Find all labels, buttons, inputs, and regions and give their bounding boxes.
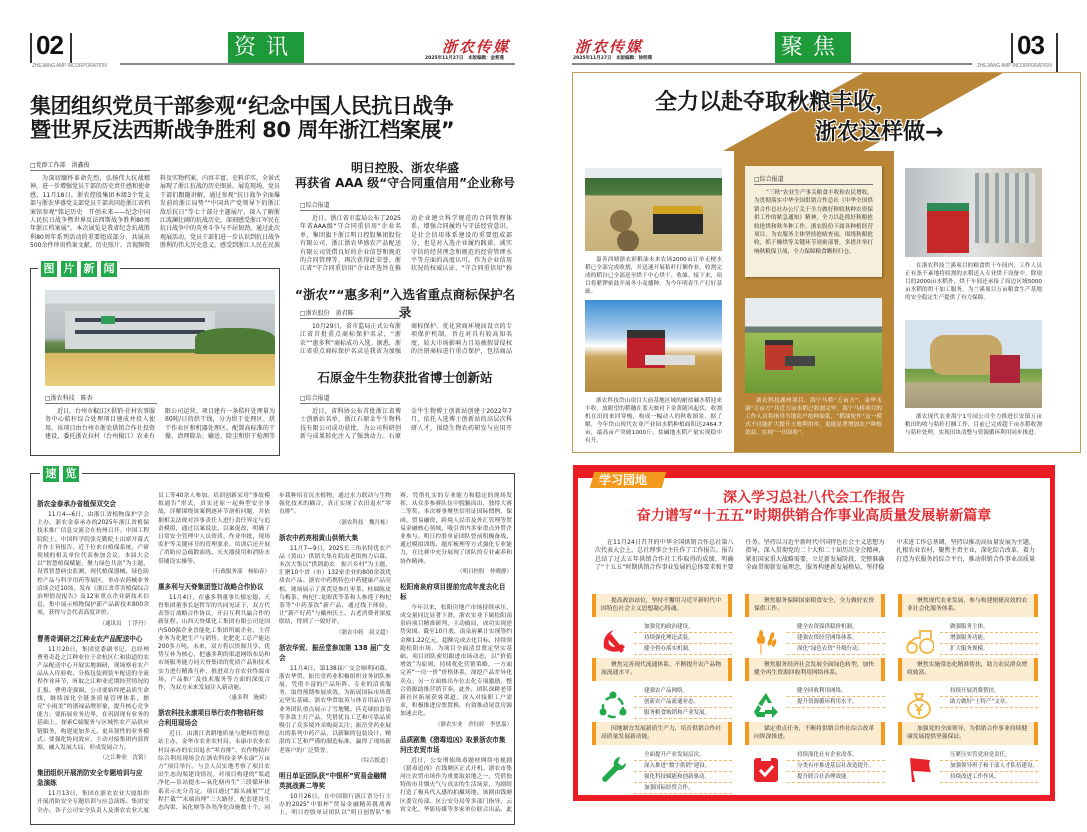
quick-news-body: 近日，由浙江省耕地质量与肥料管理总站主办，金华市农业农村局、永康市农业农村局承办的农田退水“零直排”、农作物秸秆综合利用现场会在浙农科技金华永康“万亩方”项目举行。与会人员实地考察了项目农田生态沟渠建设情况，对项目构建的“渠道净化—泵站提水—氧化塘再生”三段循环体系表示充分肯定。项目通过“源头减量”“过程拦截”“末端治理”三大路径，配套建设生态沟渠、氧化塘等各类净化设施数十个，同步栽种培育沉水植物，通过水力联动与生物强化技术的耦合，真正实现了农田退水“零直排”。 [158,493,391,812]
byline: □综合报道 [300,200,400,211]
study-point-item: 服务粮食购销和产业发展。 [634,708,732,719]
section-label-char: 闻 [101,261,117,277]
study-point-heading: 聚焦实施常态化精准帮扶，助力农民群众增收致富。 [898,658,1038,681]
photo-caption: 浙农科技湖州项目、海宁马桥“万亩方”、金华永康“万亩方”共近万亩水稻已收割完毕。海宁马桥项目的工作人员将指导当地农户抢种油菜，“稻油轮作”这一模式不仅能扩大提升土地利用率，更能显著增加农户种植效益，实现“一田双收”。 [745,398,882,436]
photo-caption: 在浙农科技兰溪项目的粮食烘干车间内，工作人员正有条不紊地将收割的水稻送入专业烘干设备中。除项目的2000亩水稻外，烘干车间还承接了周边区域5000亩水稻的烘干加工服务，为兰溪项目万亩粮食生产基地的安全稳定生产提供了有力保障。 [905,263,1042,301]
study-tag: 学习园地 [599,473,648,487]
headline-line: 明日控股、浙农华盛 [350,161,459,175]
quick-news-credit: （之江种业 沈铭） [99,755,149,762]
study-point-item: 健全农资保供稳价机制。 [787,622,885,633]
article2-headline [290,161,520,191]
study-point-item: 提升资源循环利用水平。 [787,697,885,708]
byline: □综合报道 [300,393,400,404]
study-grid-cell [592,722,732,791]
quick-news-title: 浙农科技永康项目举行农作物秸秆综合利用现场会 [158,709,264,728]
study-point-items [787,622,885,655]
quick-news-item [400,581,512,728]
quick-news-title: 明日单证团队获“中银杯”贸易金融精英挑战赛二等奖 [279,771,387,790]
page-number-bar [1011,33,1013,63]
quick-news-credit: （惠多利 施斌） [225,695,270,702]
study-point-heading: 提高政治站位，坚持不懈用习近平新时代中国特色社会主义思想凝心铸魂。 [592,594,732,617]
study-grid-cell [745,658,885,720]
byline: □浙农股份 黄君陈 [300,308,400,319]
page-number-bar [70,33,72,63]
photo-news-label [38,261,120,277]
headline-line: 深入学习总社八代会工作报告 [723,490,905,506]
study-point-items [787,686,885,708]
feature-intro: “三秋”农业生产事关粮食丰收和农民增收。为贯彻落实中华全国供销合作总社《中华全国供销合作总社办公厅关于全力做好秋收秋种农资保供工作的紧急通知》精神，全力以赴抓好秋粮抢收抢烘和秋冬种工作，浙农股份下属各种植经营项目，为农服务主体坚持抢晴查雨，围绕秋粮抢收，抓干燥烘等关键环节周密部署，多措并举打响秋粮保卫战，全力保障粮食颗粒归仓。 [754,190,873,255]
study-headline [578,489,1050,525]
study-point-item: 健全回收利用网络。 [787,686,885,697]
byline: □综合报道 [754,174,873,185]
byline: □浙农科技 陈杏 [45,393,157,404]
circulation-icon [598,690,628,720]
header-rule [572,63,972,65]
study-point-item: 加强国际经贸合作。 [634,783,732,794]
quick-news-title: 品质剧集《猎毒追凶》取景浙农市集河庄农贸市场 [400,735,506,754]
page-number-bar [30,33,32,63]
article3-headline: “浙农”“惠多利”入选省重点商标保护名录 [294,287,516,320]
headline-line: 奋力谱写“十五五”时期供销合作事业高质量发展崭新篇章 [636,508,992,524]
quick-news-body: 10月26日，在中国银行浙江省分行主办的2025“中银杯”贸易金融精英挑战赛上，明日控股单证团队以“明日创智队”参赛，凭借扎实的专业能力和稳定的现场发挥，从众多参赛队伍中脱颖而出，独得大赛二等奖。本次赛事聚焦信用证国际惯例、保函、贸易融资、跨境人民币及外汇管理等贸易金融核心领域，吸引省内多家重点外贸企业参与。明日控股单证团队曾前积极备战，通过模拟训练、题库梳理等方式强化专业能力，在比赛中充分展现了团队的专业素养和协作精神。 [279,493,512,817]
quick-news-title: 集团组织开展消防安全专题培训与应急演练 [37,769,143,788]
study-point-item: 分类有序推进基层社改造提升。 [787,761,885,772]
quick-news-body: 11月4日，第138届广交会顺利闭幕。浙农华贸、振岳堂药业积极组织业务团队参展，凭借丰富的产品矩阵、专业的洽谈服务，取得预期参展成效，为拓展国际市场奠定坚实基础。浙农华贸取英与体育用品自营业务团队重点展示了雪地靴、匹克球拍套装等多款主打产品，凭借优良工艺和可靠品质吸引了众多境外采购商关注；振岳堂药业展出的系列中药产品，以新颖的包装设计、精湛的工艺和严谨的制造标准，赢得了现场新老客户的广泛赞誉。 [279,665,391,754]
tractor-icon [904,626,934,656]
study-point-item: 健全督办落实机制。 [634,644,732,655]
section-tab: 聚焦 [775,32,851,63]
section-label-char: 速 [43,466,59,482]
date-editor: 2025年11月27日 本版编辑：徐明璞 [573,56,653,61]
article4 [300,393,512,446]
quick-news-credit: （通讯员 丁浮丹） [99,620,149,627]
money-bag-icon [904,690,934,720]
photo-news-article [45,393,275,446]
quick-news-item [158,581,270,701]
study-point-item: 提升联合社治理效能。 [787,772,885,783]
quick-news-body: 11月4—6日，由浙江省植物保护学会主办，浙农金泰承办的2025年浙江省植保技术推广信息交流会在杭州召开。中国工程院院士、中国科学院张克勤院士出席开幕式并作主旨报告，近千位来自植保系统、产研领域的相关单位代表参加会议。本届大会以“智慧植保赋能，聚力绿色共富”为主题，设置智慧病虫监测、现代植保器械、绿色防控产品与科学用药等展区，举办农药械业务洽谈会近10场，发布《浙江省草害植保综合治理情况报告》及12家重点企业新技术信息，集中展示植物保护新产品新技术800余项，获得与会代表高度评价。 [37,512,149,617]
study-grid-cell [745,594,885,656]
quick-news-credit: （浙农中药 叔文超） [335,629,391,636]
study-point-item: 压紧压实管党治党责任。 [940,750,1038,761]
study-point-items [634,750,732,794]
headline-line: 暨世界反法西斯战争胜利 80 周年浙江档案展” [30,118,455,142]
rice-harvest-photo [745,298,882,393]
study-point-heading: 加强党的全面领导，为供销合作事业持续健康发展提供坚强保证。 [898,722,1038,745]
study-point-heading: 锚定重点任务，不断将供销合作社综合改革向纵深推进。 [745,722,885,745]
page-number-bar [1056,33,1058,73]
feature-headline [655,88,943,148]
lead-headline [30,94,454,142]
quick-news-credit: （明日控股 仲晓静） [456,568,512,575]
quick-news-label [40,466,82,482]
study-point-item: 强化科技赋能和创新驱动。 [634,772,732,783]
study-point-item: 扩大服务规模。 [940,644,1038,655]
article-body: 10月29日，省市监局正式公布浙江省首批重点商标保护名录，“浙农”“惠多利”商标成功入选。据悉，浙江省重点商标保护名录是我省为加强商标保护、优化营商环境而设立的专项保护机制，旨在对具有较高知名度、较大市场影响力且易被假冒侵权的注册商标进行重点保护，包括商品 [300,323,512,356]
quick-news-title: 曹勇奇调研之江种业农产品配送中心 [37,634,143,643]
headline-line: 全力以赴夺取秋粮丰收， [655,90,898,115]
section-label-char: 新 [81,261,97,277]
lead-article [30,160,280,255]
headline-line: 集团组织党员干部参观“纪念中国人民抗日战争 [30,94,454,118]
study-intro: 在11月24日召开的中华全国供销合作总社第八次代表大会上，总社理事会主任作了工作报告。报告总结了过去五年供销合作社工作取得的成绩，明确了“十五五”时期供销合作事业发展的总体要求和主要任务。坚持以习近平新时代中国特色社会主义思想为指导，深入贯彻党的二十大和二十届历次全会精神，紧扣国家重大战略需要，立足新发展阶段，完整准确全面贯彻新发展理念，服务构建新发展格局，坚持稳中求进工作总基调，坚持以推动高质量发展为主题，扎根农业农村，聚焦主责主业，深化综合改革，着力打造为农服务的综合平台，推动供销合作事业高质量 [595,539,1035,572]
study-point-item: 全面提升产业发展层次。 [634,750,732,761]
quick-news-item [279,642,391,764]
quick-news-body: 近日，公安刑侦缉毒题材网络电视剧《猎毒追凶》在钱塘区正式开机。浙农市集河庄农贸市场作为重要取景地之一，凭借独特的市井烟火气与真实的生活场景，为剧组打造了极具代入感的拍摄场地。该剧由钱塘区委宣传部、区公安分局等多部门指导，云霄文化、华影传媒等多家单位联合出品。此 [400,757,512,813]
clipboard-check-icon [751,754,781,784]
headline-line: 浙农这样做→ [815,120,944,145]
study-grid-cell [592,658,732,720]
study-point-heading: 聚焦服务保障国家粮食安全，全力做好农资保供工作。 [745,594,885,617]
study-point-heading: 聚焦完善现代流通体系，不断提升农产品物流流通水平。 [592,658,732,681]
quick-news-item [37,498,149,627]
hammer-sickle-icon [598,626,628,656]
article4-headline: 石原金牛生物获批省博士创新站 [317,370,493,385]
article-body: 近日，浙江省市监局公布了2025年省AAA级“守合同重信用”企业名单，集团旗下浙江明日控股集团股份有限公司、浙江浙农华盛农产品配送有限公司凭借良好的企业信誉和规范的合同管理等，再次获得此荣誉。浙江省“守合同重信用”企业评选旨在推动企业建立科学规范的合同管理体系，增强合同履约与守法经营意识，是社会信用体系建设的重要组成部分，也是对入选企业履约践诺、诚实守信的经营理念和规范的经营管理水平等方面的高度认可。作为企业信用状况的权威认证，“守合同重信用”称 [300,215,512,273]
article-body: 为深切缅怀革命先烈，弘扬伟大抗战精神，进一步增强党员干部的历史责任感和使命感，11月18日，浙农控股集团本级3个党支部与浙农华盛党支部党员干部共同赴浙江省档案馆参观“铭记历史 开创未来——纪念中国人民抗日战争暨世界反法西斯战争胜利80周年浙江档案展”。本次展览是我省纪念抗战胜利80周年系列活动的重要组成部分，共展出500余件珍贵档案文献、历史照片、音视频资料及实物档案，内容丰富、史料详实，全景式展现了浙江抗战的历史图景。展览现场，党员干部们跟随讲解，通过参观“抗日战争全面爆发前的浙江局势”“中国共产党领导下的浙江敌后抗日”等七十部分主题展厅，深入了解浙江波澜壮阔的抗战历史，深刻感受浙江军民在抗日战争中的英勇斗争与不屈韧劲。通过此次观展活动，党员干部们进一步认识到抗日战争胜利的伟大历史意义，感受到浙江人民在民族 [30,175,280,250]
feature-intro-box [745,166,882,277]
quick-news-body: 11月13日，集团在浙农农业大厦组织开展消防安全专题培训与应急演练。集团安全办、各子公司安全负责人及浙农农业大厦员工等40余人参加。培训创新采用“事故模拟通告”形式，真实还原一起典型安全事故，详解围绕该案例逐环节剖析问题，并依据相关法规对涉事责任人进行责任界定与追责模拟，通过以案说法、以案促改，明确了日常安全管理中人员资质、作业审批、现场监护等关键环节的管理要求。培训后还开展了消防应急疏散演练、灭火器使用和消防水带铺设实操等。 [37,493,270,814]
study-point-item: 建强农产品网络。 [634,686,732,697]
quick-news-credit: （浙农实业 舍钰婷 李思嘉） [434,721,512,728]
study-point-items [787,750,885,783]
study-point-item: 深入推进“数字供销”建设。 [634,761,732,772]
wrench-icon [598,754,628,784]
study-point-items [940,750,1038,783]
masthead: 浙农传媒 [575,38,644,56]
quick-news-title: 松阳南泉府项目提前完成年度去化目标 [400,582,506,601]
study-point-items [940,686,1038,708]
english-name: ZHEJIANG AMP INCORPORATION [977,63,1052,69]
section-label-char: 览 [63,466,79,482]
study-grid-cell [592,594,732,656]
quick-news-title: 浙农中药亮相黄山供销大集 [279,533,359,542]
study-point-item: 增强服务功能。 [940,633,1038,644]
quick-news-title: 浙农金泰承办省植保双交会 [37,500,117,508]
quick-news-credit: （行政服务部 杨仙春） [209,568,270,575]
study-point-heading: 聚焦现代农业发展，参与构建便捷高效的农业社会化服务体系。 [898,594,1038,617]
headline-line: 再获省 AAA 级“守合同重信用”企业称号 [295,176,515,190]
section-label-char: 片 [61,261,77,277]
study-grid-cell [898,594,1038,656]
quick-news-credit: （浙农科技 魏月栋） [335,519,391,526]
combine-harvester-photo [585,300,722,392]
quick-news-title: 浙农华贸、振岳堂参加第 138 届广交会 [279,643,390,662]
study-point-items [634,686,732,719]
masthead: 浙农传媒 [442,38,511,56]
photo-caption: 浙农现代农业海宁1号园公司全力推进长安镇万亩粮田的收与秸秆打捆工作，目前已完成超千亩水稻收割与秸秆处理，实现田块清整与资源循环利用同步推进。 [905,414,1042,436]
study-point-item: 持续改进工作作风。 [940,772,1038,783]
page-number: 02 [36,30,63,60]
study-point-item: 持续开展消费帮扶。 [940,686,1038,697]
quick-news-item [279,532,391,636]
study-point-item: 深化“绿色农资”升级行动。 [787,644,885,655]
study-point-heading: 因地制宜发展新质生产力，培育供销合作社高质量发展新动能。 [592,722,732,745]
study-point-items [634,622,732,655]
quick-news-body: 11月4日，在惠多利董事长郁宏德、天脊集团董事长赵哲军的共同见证下，双方代表签订战略合作协议，开启互利共赢合作的新征程。山西天脊煤化工集团有限公司是国内500强企业晋能化工集团所属企业，主营业务为化肥生产与销售，化肥化工总产能达200多万吨。未来，双方将以资源共享、优势互补为核心，把惠多利的渠道网络布局和市场服务能力同天脊集团的优质产品和技术实力进行精准互补，推进双方在农业终端市场、产品推广及技术服务等方面的深度合作，为双方未来发展注入新动能。 [158,594,270,692]
study-point-item: 持续强化理论武装。 [634,633,732,644]
article-body: 近日，省科协公布首批浙江省博士创新站名单，浙江石原金牛生物科技有限公司成功获批，为公司科研创新与成果转化注入了强劲动力。石原金牛生物博士创新站创建于2022年7月，依托入选博士创新站的高层次科研人才，围绕生物农药研发与应用开 [300,408,512,441]
byline: □党群工作部 洪鑫俊 [30,160,150,171]
study-point-item: 做强服务主体。 [940,622,1038,633]
study-point-item: 助力做好“土特产”文章。 [940,697,1038,708]
photo-caption: 嘉善西塘浙农彩粮油未来农场2000亩订单无梗水稻已全部完成收割，并迅速开展秸秆打捆作业。收割完成的稻谷已全部送至烘干中心烘干、收储。接下来，项目将紧锣密鼓开展冬小麦播种，为今年明春生产打好基础。 [585,257,722,295]
quick-news-title: 惠多利与天脊集团签订战略合作协议 [158,582,264,591]
english-name: ZHEJIANG AMP INCORPORATION [32,63,107,69]
date-editor: 2025年11月27日 本版编辑：金莉燕 [425,56,505,61]
article2 [300,200,512,277]
quick-news-body: 11月7—9日，2025长三角名特优农产品（黄山）供销大集在皖南老街热力启幕。本次大集以“供销助农 振兴乡村”为主题，汇聚10个省（市）132家企业的800余款优质农产品。浙农中药携特色中药健康产品亮相，现场展示了黄芪党参红枣茶、桂圆陈皮乌梅茶、枸杞仁龙眼茯苓茶和人参莲子枸杞茶等“中药茶饮”新产品，通过线下体验，让“新产好药”与徽州沃土、古老消费者深度联结，得到了一致好评。 [279,545,391,626]
grain-dryer-photo [905,168,1042,257]
header-rule [120,63,515,65]
quick-news-item [37,633,149,762]
study-point-items [940,622,1038,655]
study-point-item: 持续深化社有企业改革。 [787,750,885,761]
quick-news-body: 11月20日，集团党委副书记、总经理曹勇奇赴之江种业位于余杭区仁和街道的农产品配送中心开展实地调研，现场察看农产品从入库验收、分拣包装到装车配送的全流程作业环节，听取之江种业近期经营情况的汇报。曹勇奇强调，公司要始终把品质生命线，继续深化全链条质量管理体系，擦亮“小雨美”的浙禄品牌形象，提升核心竞争能力；要拓展业务边界，在巩固现有业务的基础上，探索C端服务与区域性农产品供应链服务，构建更加多元、更具韧性的业务模式；要强化协同效应，主动对接集团内部资源，融入发展大局，形成发展合力。 [37,646,149,752]
quick-news-body: 今年以来，松阳房地产市场持续承压，成交量同比显著下滑。浙农实业下属松阳南泉府项目精准研判，主动破局，成功实现逆势突围。截至10月底，南泉府累计实现签约金额1.22亿元，超额完成去化目标，持续领跑松阳市场，为项目全面清盘奠定坚实基础。项目团队密切跟进市场动态，以“价值增效”为原则，持续优化营销策略，一方面完善“一房一价”价格体系，深挖产品差异化卖点；另一方面推出车位去化专项激励，整合资源助推营销节奏。此外，团队深耕老带新社区拓展获客渠道，深入对接职工户需求，积极推进房票置换，有效推动尾盘房源加速去化。 [400,604,512,718]
study-grid-cell [898,658,1038,720]
recycle-icon [751,690,781,720]
wheat-icon [751,626,781,656]
study-point-item: 创新农产品流通业态。 [634,697,732,708]
study-grid-cell [745,722,885,784]
study-point-item: 加强党的政治建设。 [634,622,732,633]
study-grid [592,594,1037,794]
straw-truck-photo [905,320,1042,408]
harvest-baler-photo [585,168,722,251]
quick-news-credit: （综合报道） [357,757,391,764]
flag-icon [904,754,934,784]
page-number: 03 [1017,30,1044,60]
study-point-item: 建强农资经营网络体系。 [787,633,885,644]
warehouse-photo [45,290,275,386]
section-tab: 资讯 [228,32,304,63]
study-point-item: 加强领导班子和干部人才队伍建设。 [940,761,1038,772]
study-point-heading: 聚焦服务经济社会发展全面绿色转型，加快健全再生资源回收利用网络体系。 [745,658,885,681]
article-body: 近日，台州市椒江区供销·社村农事服务中心秸秆综合处理项目建成并投入使用。该项目由台州市浙农供销合作社投资建设，委托浙农拉村（台州椒江）农业有限公司运营。项目建有一条秸秆处理量为80吨/日的烘干线，分为烘干处理区、烘干作业区和机器处理区，配置高标准的干燥、清理除杂、输送、除尘和烘干检测等 [45,408,275,441]
photo-caption: 浙农科技岱山项目大前基地区域的耐盐碱水稻迎来丰收，放眼望的稻穗在蓝天映衬下金黄随风起伏，收割机在田间来回穿梭，构成一幅动人的秋收图景。据了解，今年岱山现代农业产业园水稻种植面积达2464.7亩，最高亩产突破1000斤，盐碱地水稻产量实现稳中有升。 [585,398,722,444]
study-grid-cell [898,722,1038,784]
quick-news-list [37,492,512,820]
section-label-char: 图 [41,261,57,277]
article3 [300,308,512,365]
